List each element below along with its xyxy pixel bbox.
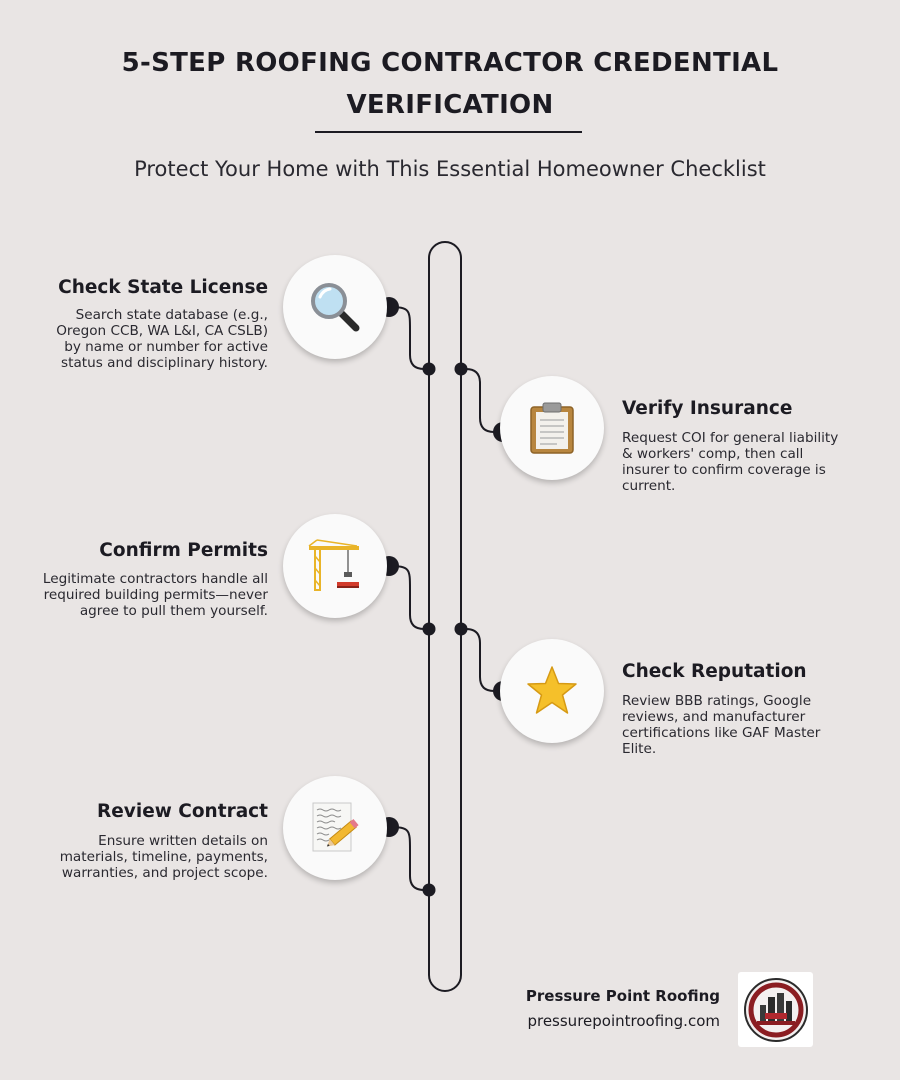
step-4-title: Check Reputation bbox=[622, 661, 807, 682]
title-line-2: VERIFICATION bbox=[346, 90, 554, 120]
page-subtitle: Protect Your Home with This Essential Homeowner Checklist bbox=[134, 157, 766, 181]
step-4-icon-circle bbox=[500, 639, 604, 743]
step-1-icon-circle bbox=[283, 255, 387, 359]
step-2-icon-circle bbox=[500, 376, 604, 480]
step-1-description: Search state database (e.g., Oregon CCB, WA L&I, CA CSLB) by name or number for active status and disciplinary history. bbox=[56, 307, 268, 371]
step-2-description: Request COI for general liability & workers' comp, then call insurer to confirm coverage is current. bbox=[622, 430, 839, 494]
star-icon bbox=[525, 665, 579, 717]
title-line-1: 5-STEP ROOFING CONTRACTOR CREDENTIAL bbox=[121, 48, 779, 78]
memo-pencil-icon bbox=[309, 801, 361, 855]
connector-step-3 bbox=[389, 566, 429, 629]
step-3-icon-circle bbox=[283, 514, 387, 618]
company-name: Pressure Point Roofing bbox=[525, 987, 720, 1005]
magnifying-glass-icon bbox=[307, 279, 363, 335]
node-step-3-track bbox=[423, 623, 436, 636]
step-3-title: Confirm Permits bbox=[99, 540, 268, 561]
step-5-description: Ensure written details on materials, timeline, payments, warranties, and project scope. bbox=[59, 833, 268, 881]
timeline-track bbox=[429, 242, 461, 991]
construction-crane-icon bbox=[307, 538, 363, 594]
connector-step-5 bbox=[389, 827, 429, 890]
company-logo-icon bbox=[743, 977, 809, 1043]
connector-step-1 bbox=[389, 307, 429, 369]
node-step-4-track bbox=[455, 623, 468, 636]
step-1-title: Check State License bbox=[58, 277, 268, 298]
node-step-2-track bbox=[455, 363, 468, 376]
step-5-title: Review Contract bbox=[97, 801, 268, 822]
step-4-description: Review BBB ratings, Google reviews, and manufacturer certifications like GAF Master Elite. bbox=[622, 693, 821, 757]
node-step-5-track bbox=[423, 884, 436, 897]
connector-step-4 bbox=[461, 629, 503, 691]
company-website[interactable]: pressurepointroofing.com bbox=[527, 1012, 720, 1030]
company-logo bbox=[738, 972, 813, 1047]
clipboard-icon bbox=[527, 401, 577, 455]
step-3-description: Legitimate contractors handle all required building permits—never agree to pull them yourself. bbox=[42, 571, 268, 619]
node-step-1-track bbox=[423, 363, 436, 376]
connector-step-2 bbox=[461, 369, 503, 432]
step-2-title: Verify Insurance bbox=[622, 398, 793, 419]
step-5-icon-circle bbox=[283, 776, 387, 880]
